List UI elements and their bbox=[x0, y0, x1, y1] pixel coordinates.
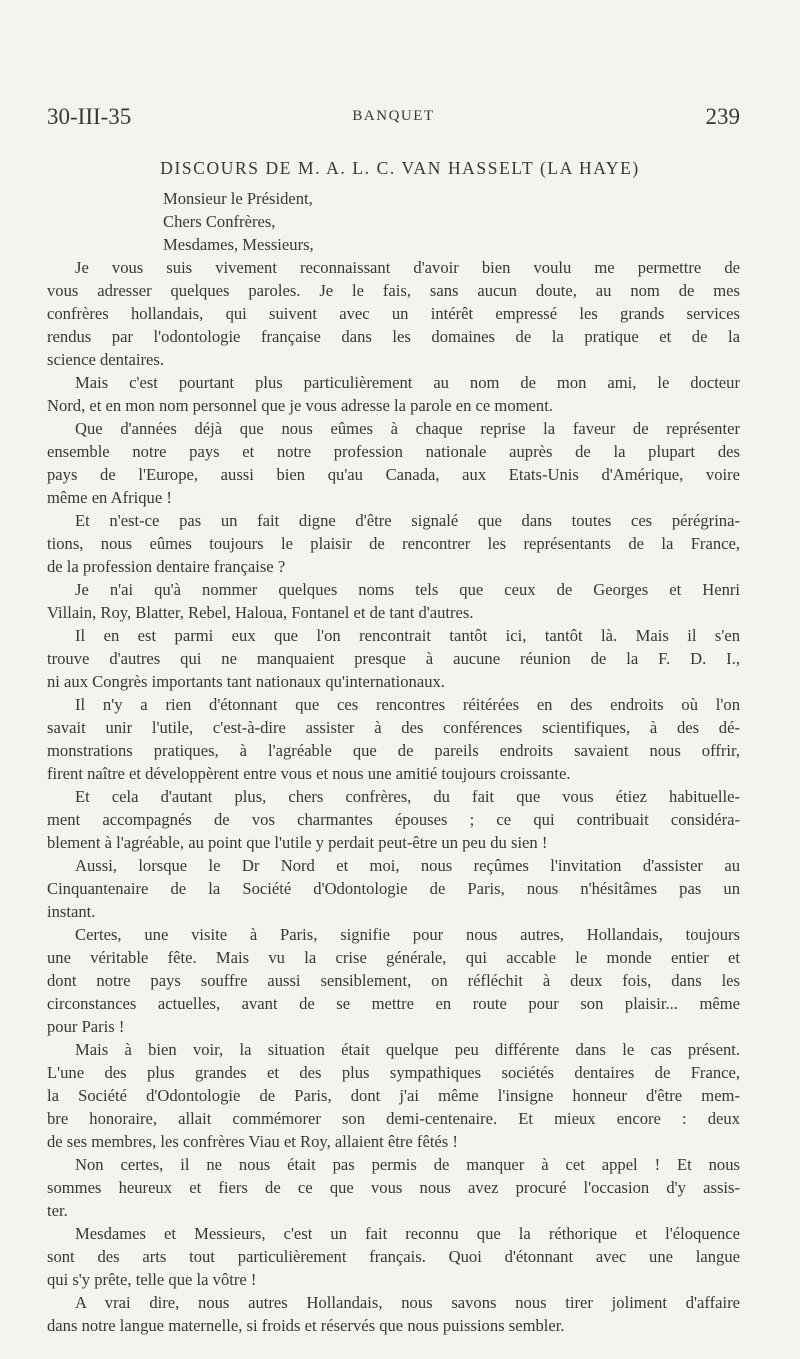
text-line: savait unir l'utile, c'est-à-dire assister à des conférences scientifiques, à des dé- bbox=[47, 718, 740, 737]
text-line: sommes heureux et fiers de ce que vous nous avez procuré l'occasion d'y assis- bbox=[47, 1178, 740, 1197]
text-line: pour Paris ! bbox=[47, 1017, 125, 1036]
text-line: ensemble notre pays et notre profession nationale auprès de la plupart des bbox=[47, 442, 740, 461]
text-line: trouve d'autres qui ne manquaient presque à aucune réunion de la F. D. I., bbox=[47, 649, 740, 668]
text-line: qui s'y prête, telle que la vôtre ! bbox=[47, 1270, 257, 1289]
speech-title: DISCOURS DE M. A. L. C. VAN HASSELT (LA HAYE) bbox=[160, 158, 640, 178]
paragraph bbox=[47, 1291, 740, 1337]
text-line: instant. bbox=[47, 902, 96, 921]
text-line: A vrai dire, nous autres Hollandais, nous savons nous tirer joliment d'affaire bbox=[75, 1293, 740, 1312]
paragraph bbox=[47, 1038, 740, 1153]
salutation bbox=[47, 187, 740, 256]
text-line: tions, nous eûmes toujours le plaisir de rencontrer les représentants de la France, bbox=[47, 534, 740, 553]
text-line: Que d'années déjà que nous eûmes à chaque reprise la faveur de représenter bbox=[75, 419, 740, 438]
text-line: Il en est parmi eux que l'on rencontrait tantôt ici, tantôt là. Mais il s'en bbox=[75, 626, 740, 645]
text-line: circonstances actuelles, avant de se mettre en route pour son plaisir... même bbox=[47, 994, 740, 1013]
paragraph bbox=[47, 923, 740, 1038]
paragraph bbox=[47, 417, 740, 509]
text-line: même en Afrique ! bbox=[47, 488, 172, 507]
text-line: bre honoraire, allait commémorer son demi-centenaire. Et mieux encore : deux bbox=[47, 1109, 740, 1128]
text-line: monstrations pratiques, à l'agréable que de pareils endroits savaient nous offrir, bbox=[47, 741, 740, 760]
text-line: Aussi, lorsque le Dr Nord et moi, nous reçûmes l'invitation d'assister au bbox=[75, 856, 740, 875]
paragraph bbox=[47, 1222, 740, 1291]
text-line: ter. bbox=[47, 1201, 68, 1220]
text-line: Mais à bien voir, la situation était quelque peu différente dans le cas présent. bbox=[75, 1040, 740, 1059]
salutation-line: Chers Confrères, bbox=[163, 212, 276, 231]
paragraphs bbox=[47, 256, 740, 1337]
paragraph bbox=[47, 256, 740, 371]
text-line: vous adresser quelques paroles. Je le fais, sans aucun doute, au nom de mes bbox=[47, 281, 740, 300]
text-line: confrères hollandais, qui suivent avec un intérêt empressé les grands services bbox=[47, 304, 740, 323]
text-line: dont notre pays souffre aussi sensiblement, on réfléchit à deux fois, dans les bbox=[47, 971, 740, 990]
text-line: Et n'est-ce pas un fait digne d'être signalé que dans toutes ces pérégrina- bbox=[75, 511, 740, 530]
text-line: sont des arts tout particulièrement français. Quoi d'étonnant avec une langue bbox=[47, 1247, 740, 1266]
page-number: 239 bbox=[705, 104, 740, 129]
text-line: Certes, une visite à Paris, signifie pour nous autres, Hollandais, toujours bbox=[75, 925, 740, 944]
text-line: Nord, et en mon nom personnel que je vous adresse la parole en ce moment. bbox=[47, 396, 553, 415]
text-line: Mesdames et Messieurs, c'est un fait reconnu que la réthorique et l'éloquence bbox=[75, 1224, 740, 1243]
salutation-line: Mesdames, Messieurs, bbox=[163, 235, 314, 254]
header-section: BANQUET bbox=[352, 108, 435, 124]
text-line: rendus par l'odontologie française dans les domaines de la pratique et de la bbox=[47, 327, 740, 346]
text-line: ni aux Congrès importants tant nationaux qu'internationaux. bbox=[47, 672, 445, 691]
text-line: dans notre langue maternelle, si froids et réservés que nous puissions sembler. bbox=[47, 1316, 565, 1335]
text-line: Et cela d'autant plus, chers confrères, du fait que vous étiez habituelle- bbox=[75, 787, 740, 806]
salutation-line: Monsieur le Président, bbox=[163, 189, 313, 208]
text-line: science dentaires. bbox=[47, 350, 165, 369]
text-line: pays de l'Europe, aussi bien qu'au Canada, aux Etats-Unis d'Amérique, voire bbox=[47, 465, 740, 484]
header-date: 30-III-35 bbox=[47, 104, 132, 129]
paragraph bbox=[47, 854, 740, 923]
text-line: ment accompagnés de vos charmantes épouses ; ce qui contribuait considéra- bbox=[47, 810, 740, 829]
text-line: Je n'ai qu'à nommer quelques noms tels que ceux de Georges et Henri bbox=[75, 580, 740, 599]
text-line: la Société d'Odontologie de Paris, dont j'ai même l'insigne honneur d'être mem- bbox=[47, 1086, 740, 1105]
paragraph bbox=[47, 1153, 740, 1222]
text-line: blement à l'agréable, au point que l'utile y perdait peut-être un peu du sien ! bbox=[47, 833, 548, 852]
text-line: Villain, Roy, Blatter, Rebel, Haloua, Fontanel et de tant d'autres. bbox=[47, 603, 474, 622]
text-line: de la profession dentaire française ? bbox=[47, 557, 286, 576]
speech-body bbox=[47, 187, 740, 1337]
paragraph bbox=[47, 509, 740, 578]
paragraph bbox=[47, 371, 740, 417]
text-line: firent naître et développèrent entre vous et nous une amitié toujours croissante. bbox=[47, 764, 571, 783]
paragraph bbox=[47, 785, 740, 854]
text-line: Non certes, il ne nous était pas permis de manquer à cet appel ! Et nous bbox=[75, 1155, 740, 1174]
paragraph bbox=[47, 578, 740, 624]
text-line: Cinquantenaire de la Société d'Odontologie de Paris, nous n'hésitâmes pas un bbox=[47, 879, 740, 898]
text-line: Je vous suis vivement reconnaissant d'avoir bien voulu me permettre de bbox=[75, 258, 740, 277]
running-header bbox=[47, 104, 740, 138]
text-line: Mais c'est pourtant plus particulièrement au nom de mon ami, le docteur bbox=[75, 373, 740, 392]
text-line: une véritable fête. Mais vu la crise générale, qui accable le monde entier et bbox=[47, 948, 740, 967]
text-line: L'une des plus grandes et des plus sympathiques sociétés dentaires de France, bbox=[47, 1063, 740, 1082]
text-line: de ses membres, les confrères Viau et Roy, allaient être fêtés ! bbox=[47, 1132, 458, 1151]
paragraph bbox=[47, 624, 740, 693]
paragraph bbox=[47, 693, 740, 785]
text-line: Il n'y a rien d'étonnant que ces rencontres réitérées en des endroits où l'on bbox=[75, 695, 740, 714]
